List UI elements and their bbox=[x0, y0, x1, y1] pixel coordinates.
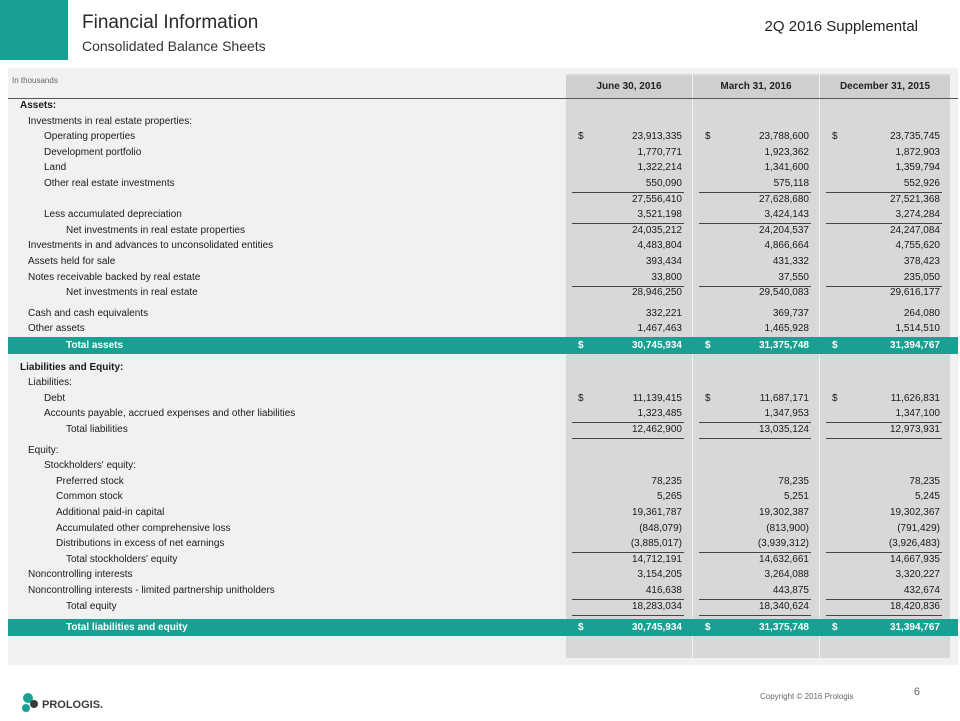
cell-value: 19,302,367 bbox=[889, 506, 940, 518]
cell-value: 31,375,748 bbox=[758, 340, 809, 351]
cell-value: 4,866,664 bbox=[764, 240, 809, 252]
row-label: Preferred stock bbox=[56, 475, 124, 487]
cell-value: 13,035,124 bbox=[758, 423, 809, 435]
table-row bbox=[8, 360, 958, 376]
cell-value: 1,322,214 bbox=[637, 162, 682, 174]
cell-value: 30,745,934 bbox=[631, 622, 682, 634]
column-header: March 31, 2016 bbox=[693, 76, 819, 98]
cell-value: 5,265 bbox=[656, 491, 682, 503]
currency-symbol: $ bbox=[705, 131, 711, 143]
cell-value: 23,913,335 bbox=[631, 131, 682, 143]
total-row bbox=[8, 337, 958, 354]
cell-value: 24,247,084 bbox=[889, 224, 940, 236]
table-row bbox=[8, 285, 958, 301]
row-label: Other real estate investments bbox=[44, 178, 175, 189]
row-label: Liabilities and Equity: bbox=[20, 361, 124, 373]
cell-value: 27,556,410 bbox=[631, 193, 682, 205]
row-label: Total stockholders' equity bbox=[66, 553, 178, 565]
table-row bbox=[8, 114, 958, 130]
cell-value: 369,737 bbox=[772, 307, 809, 319]
cell-value: 24,204,537 bbox=[758, 224, 809, 236]
table-row bbox=[8, 474, 958, 490]
svg-text:PROLOGIS.: PROLOGIS. bbox=[42, 699, 104, 711]
cell-value: 550,090 bbox=[645, 178, 682, 189]
row-label: Distributions in excess of net earnings bbox=[56, 538, 225, 550]
cell-value: 4,755,620 bbox=[895, 240, 940, 252]
column-header: December 31, 2015 bbox=[820, 76, 950, 98]
cell-value: 431,332 bbox=[772, 256, 809, 267]
cell-value: 1,347,953 bbox=[764, 408, 809, 420]
subtotal-rule bbox=[826, 615, 942, 616]
cell-value: 3,320,227 bbox=[895, 569, 940, 581]
row-label: Liabilities: bbox=[28, 377, 72, 389]
row-label: Net investments in real estate properties bbox=[66, 224, 245, 236]
row-label: Total liabilities bbox=[66, 423, 128, 435]
cell-value: 552,926 bbox=[903, 178, 940, 189]
table-row bbox=[8, 391, 958, 407]
cell-value: 3,154,205 bbox=[637, 569, 682, 581]
cell-value: 3,521,198 bbox=[637, 209, 682, 221]
cell-value: 1,359,794 bbox=[895, 162, 940, 174]
row-label: Assets: bbox=[20, 100, 57, 111]
supplemental-label: 2Q 2016 Supplemental bbox=[764, 18, 918, 35]
table-row bbox=[8, 422, 958, 438]
cell-value: 1,341,600 bbox=[764, 162, 809, 174]
table-row bbox=[8, 192, 958, 208]
cell-value: 1,872,903 bbox=[895, 146, 940, 158]
cell-value: 393,434 bbox=[645, 256, 682, 267]
cell-value: (3,926,483) bbox=[888, 538, 940, 550]
subtotal-rule bbox=[826, 438, 942, 439]
logo-mark-icon bbox=[18, 690, 118, 716]
cell-value: 3,274,284 bbox=[895, 209, 940, 221]
cell-value: (3,885,017) bbox=[630, 538, 682, 550]
cell-value: 11,139,415 bbox=[632, 392, 682, 404]
cell-value: 29,616,177 bbox=[889, 287, 940, 299]
currency-symbol: $ bbox=[832, 622, 838, 634]
table-row bbox=[8, 129, 958, 145]
row-label: Accumulated other comprehensive loss bbox=[56, 522, 231, 534]
table-row bbox=[8, 375, 958, 391]
currency-symbol: $ bbox=[832, 340, 838, 351]
table-row bbox=[8, 254, 958, 270]
cell-value: 37,550 bbox=[778, 271, 809, 283]
cell-value: 3,264,088 bbox=[764, 569, 809, 581]
table-row bbox=[8, 489, 958, 505]
cell-value: 23,788,600 bbox=[758, 131, 809, 143]
row-label: Accounts payable, accrued expenses and other liabilities bbox=[44, 408, 296, 420]
table-row bbox=[8, 583, 958, 599]
row-label: Investments in and advances to unconsolidated entities bbox=[28, 240, 274, 252]
cell-value: 5,245 bbox=[914, 491, 940, 503]
cell-value: 78,235 bbox=[651, 475, 682, 487]
row-label: Land bbox=[44, 162, 67, 174]
cell-value: 30,745,934 bbox=[631, 340, 682, 351]
cell-value: 1,323,485 bbox=[637, 408, 682, 420]
cell-value: 19,302,387 bbox=[758, 506, 809, 518]
table-row bbox=[8, 567, 958, 583]
cell-value: 18,340,624 bbox=[758, 600, 809, 612]
cell-value: 78,235 bbox=[778, 475, 809, 487]
total-row bbox=[8, 619, 958, 636]
page-number: 6 bbox=[913, 686, 920, 698]
table-row bbox=[8, 98, 958, 114]
copyright-text: Copyright © 2016 Prologis bbox=[760, 692, 854, 701]
cell-value: 575,118 bbox=[773, 178, 809, 189]
currency-symbol: $ bbox=[705, 340, 711, 351]
currency-symbol: $ bbox=[832, 392, 838, 404]
cell-value: 1,514,510 bbox=[895, 323, 940, 335]
cell-value: 432,674 bbox=[903, 584, 940, 596]
cell-value: 31,394,767 bbox=[889, 340, 940, 351]
row-label: Operating properties bbox=[44, 131, 136, 143]
row-label: Notes receivable backed by real estate bbox=[28, 271, 201, 283]
cell-value: 378,423 bbox=[903, 256, 940, 267]
currency-symbol: $ bbox=[578, 622, 584, 634]
currency-symbol: $ bbox=[705, 622, 711, 634]
cell-value: 264,080 bbox=[903, 307, 940, 319]
cell-value: 78,235 bbox=[909, 475, 940, 487]
table-row bbox=[8, 458, 958, 474]
table-row bbox=[8, 536, 958, 552]
cell-value: 27,521,368 bbox=[889, 193, 940, 205]
prologis-logo bbox=[18, 690, 118, 721]
table-row bbox=[8, 521, 958, 537]
cell-value: 1,923,362 bbox=[764, 146, 809, 158]
cell-value: 14,667,935 bbox=[889, 553, 940, 565]
cell-value: 11,626,831 bbox=[890, 392, 940, 404]
currency-symbol: $ bbox=[578, 131, 584, 143]
row-label: Stockholders' equity: bbox=[44, 460, 136, 472]
accent-block bbox=[0, 0, 68, 60]
cell-value: 19,361,787 bbox=[631, 506, 682, 518]
table-row bbox=[8, 552, 958, 568]
table-row bbox=[8, 321, 958, 337]
currency-symbol: $ bbox=[832, 131, 838, 143]
cell-value: 235,050 bbox=[903, 271, 940, 283]
cell-value: 443,875 bbox=[772, 584, 809, 596]
table-row bbox=[8, 160, 958, 176]
cell-value: 18,420,836 bbox=[889, 600, 940, 612]
row-label: Total assets bbox=[66, 340, 124, 351]
cell-value: 28,946,250 bbox=[631, 287, 682, 299]
cell-value: 14,712,191 bbox=[631, 553, 682, 565]
row-label: Additional paid-in capital bbox=[56, 506, 165, 518]
row-label: Noncontrolling interests bbox=[28, 569, 133, 581]
row-label: Cash and cash equivalents bbox=[28, 307, 149, 319]
table-row bbox=[8, 270, 958, 286]
cell-value: 29,540,083 bbox=[758, 287, 809, 299]
page-title: Financial Information bbox=[82, 12, 259, 33]
row-label: Debt bbox=[44, 392, 66, 404]
units-label: In thousands bbox=[12, 76, 58, 85]
subtotal-rule bbox=[572, 615, 684, 616]
table-row bbox=[8, 443, 958, 459]
row-label: Net investments in real estate bbox=[66, 287, 198, 299]
cell-value: 332,221 bbox=[645, 307, 682, 319]
table-row bbox=[8, 505, 958, 521]
cell-value: 24,035,212 bbox=[631, 224, 682, 236]
cell-value: 1,770,771 bbox=[637, 146, 682, 158]
row-label: Investments in real estate properties: bbox=[28, 115, 192, 127]
cell-value: 31,375,748 bbox=[758, 622, 809, 634]
cell-value: (791,429) bbox=[897, 522, 940, 534]
table-row bbox=[8, 599, 958, 615]
table-row bbox=[8, 176, 958, 192]
cell-value: 33,800 bbox=[651, 271, 682, 283]
cell-value: 416,638 bbox=[645, 584, 682, 596]
row-label: Total liabilities and equity bbox=[66, 622, 188, 634]
cell-value: 1,347,100 bbox=[895, 408, 940, 420]
row-label: Other assets bbox=[28, 323, 85, 335]
row-label: Noncontrolling interests - limited partnership unitholders bbox=[28, 584, 275, 596]
cell-value: (848,079) bbox=[639, 522, 682, 534]
row-label: Less accumulated depreciation bbox=[44, 209, 182, 221]
cell-value: (813,900) bbox=[766, 522, 809, 534]
cell-value: 5,251 bbox=[783, 491, 809, 503]
cell-value: 31,394,767 bbox=[889, 622, 940, 634]
cell-value: 23,735,745 bbox=[889, 131, 940, 143]
cell-value: 4,483,804 bbox=[637, 240, 682, 252]
table-row bbox=[8, 406, 958, 422]
table-row bbox=[8, 238, 958, 254]
row-label: Equity: bbox=[28, 444, 59, 456]
cell-value: 18,283,034 bbox=[631, 600, 682, 612]
row-label: Common stock bbox=[56, 491, 123, 503]
subtotal-rule bbox=[699, 615, 811, 616]
currency-symbol: $ bbox=[578, 340, 584, 351]
cell-value: 12,462,900 bbox=[631, 423, 682, 435]
cell-value: (3,939,312) bbox=[757, 538, 809, 550]
currency-symbol: $ bbox=[578, 392, 584, 404]
cell-value: 1,465,928 bbox=[764, 323, 809, 335]
subtotal-rule bbox=[699, 438, 811, 439]
cell-value: 3,424,143 bbox=[764, 209, 809, 221]
row-label: Assets held for sale bbox=[28, 256, 116, 267]
column-header: June 30, 2016 bbox=[566, 76, 692, 98]
table-row bbox=[8, 223, 958, 239]
cell-value: 14,632,661 bbox=[758, 553, 809, 565]
row-label: Total equity bbox=[66, 600, 117, 612]
subtotal-rule bbox=[572, 438, 684, 439]
currency-symbol: $ bbox=[705, 392, 711, 404]
cell-value: 11,687,171 bbox=[759, 392, 809, 404]
cell-value: 27,628,680 bbox=[758, 193, 809, 205]
cell-value: 12,973,931 bbox=[889, 423, 940, 435]
cell-value: 1,467,463 bbox=[637, 323, 682, 335]
table-row bbox=[8, 207, 958, 223]
table-row bbox=[8, 145, 958, 161]
row-label: Development portfolio bbox=[44, 146, 142, 158]
page-subtitle: Consolidated Balance Sheets bbox=[82, 38, 266, 54]
table-row bbox=[8, 306, 958, 322]
